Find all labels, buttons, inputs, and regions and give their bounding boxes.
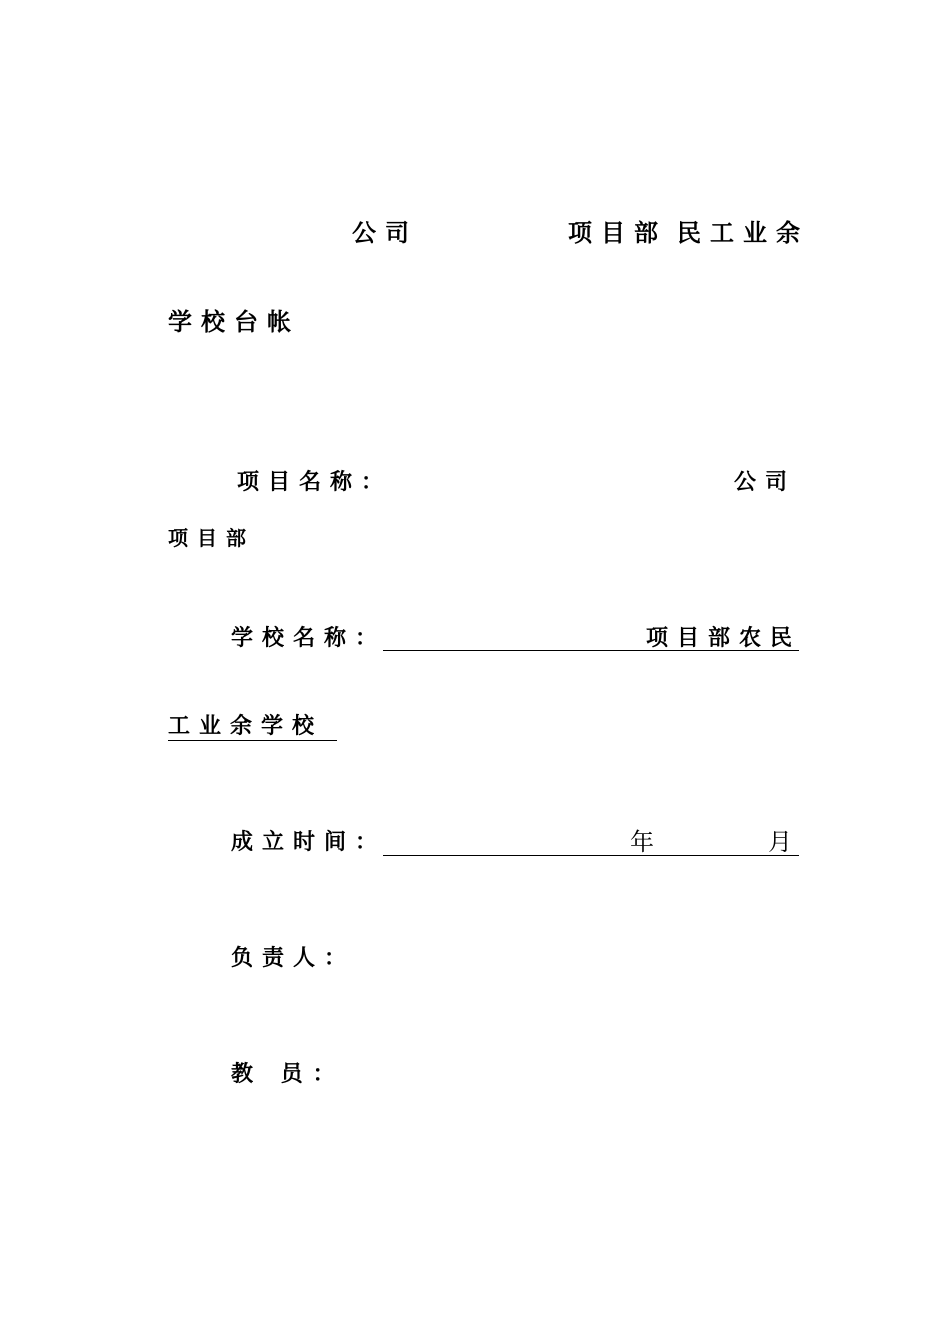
leader-label: 负责人： <box>231 946 356 971</box>
project-name-dept: 项目部 <box>168 526 255 550</box>
established-label: 成立时间： <box>231 830 387 855</box>
school-name-underline-2 <box>168 740 337 741</box>
project-name-company: 公司 <box>734 470 797 495</box>
school-name-label: 学校名称： <box>231 626 387 651</box>
title-school-prefix: 民工业余 <box>677 219 809 247</box>
title-project-dept: 项目部 <box>568 219 667 247</box>
title-company: 公司 <box>352 219 418 247</box>
established-year-unit: 年 <box>630 828 664 856</box>
title-ledger: 学校台帐 <box>168 308 300 336</box>
school-name-value-line2: 工业余学校 <box>168 714 324 739</box>
school-name-value-line1: 项目部农民 <box>646 626 802 651</box>
teacher-label: 教 员： <box>231 1062 345 1087</box>
school-name-underline <box>383 650 799 651</box>
established-underline <box>383 855 799 856</box>
project-name-label: 项目名称： <box>237 470 393 495</box>
established-month-unit: 月 <box>768 828 802 856</box>
